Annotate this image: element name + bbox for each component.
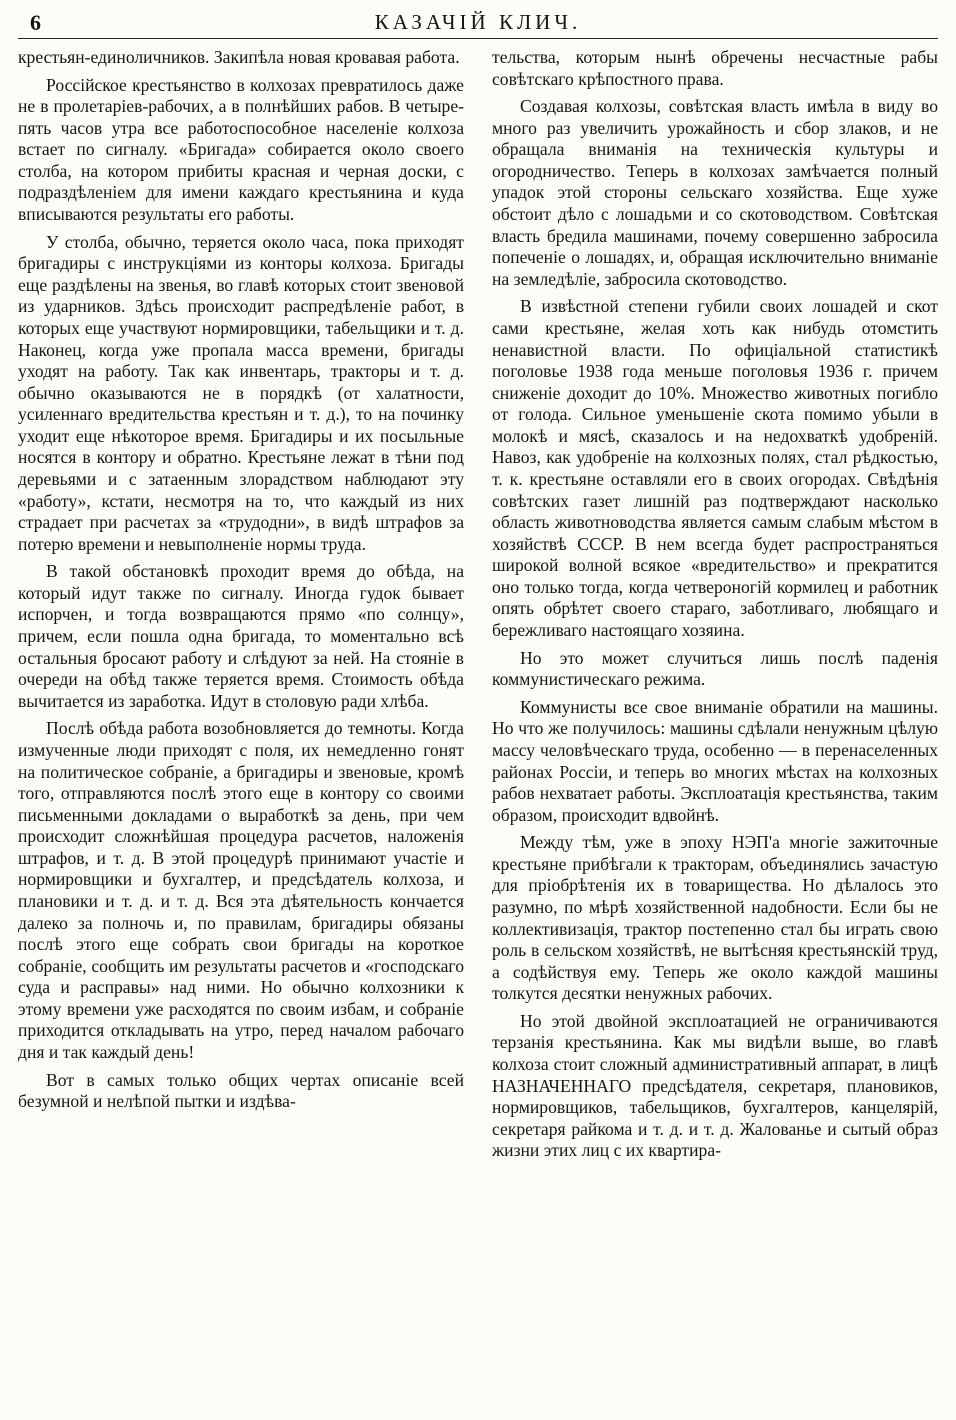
paragraph: Вот в самых только общих чертах описаніе всей безумной и нелѣпой пытки и издѣва- [18, 1069, 464, 1112]
right-column [492, 47, 938, 1168]
paragraph: В такой обстановкѣ проходит время до обѣда, на который идут также по сигналу. Иногда гудок бывает испорчен, и тогда возвращаются прямо «по солнцу», причем, если пошла одна бригада, то моментально всѣ остальныя бросают работу и слѣдуют за ней. На стояніе в очереди на обѣд также теряется время. Стоимость обѣда вычитается из заработка. Идут в столовую ради хлѣба. [18, 561, 464, 711]
page-number: 6 [30, 10, 41, 35]
paragraph: У столба, обычно, теряется около часа, пока приходят бригадиры с инструкціями из конторы колхоза. Бригады еще раздѣлены на звенья, во главѣ которых стоит звеновой из ударников. Здѣсь происходит распредѣленіе работ, в которых еще участвуют нормировщики, табельщики и т. д. Наконец, когда уже пропала масса времени, бригады уходят на работу. Так как инвентарь, тракторы и т. д. обычно оказываются не в порядкѣ (от халатности, усиленнаго вредительства крестьян и т. д.), то на починку уходит еще нѣкоторое время. Бригадиры и их посыльные носятся в контору и обратно. Крестьяне лежат в тѣни под деревьями и с затаенным злорадством наблюдают эту «работу», кстати, несмотря на то, что каждый из них страдает при расчетах за «трудодни», в видѣ штрафов за потерю времени и невыполненіе нормы труда. [18, 231, 464, 554]
page-header [18, 8, 938, 39]
paragraph: Россійское крестьянство в колхозах превратилось даже не в пролетаріев-рабочих, а в полнѣйших рабов. В четыре-пять часов утра все работоспособное населеніе колхоза встает по сигналу. «Бригада» собирается около своего столба, на котором прибиты красная и черная доски, с подраздѣленіем для имени каждаго крестьянина и куда вписываются результаты его работы. [18, 74, 464, 225]
paragraph: Коммунисты все свое вниманіе обратили на машины. Но что же получилось: машины сдѣлали ненужным цѣлую массу человѣческаго труда, особенно — в перенаселенных районах Россіи, и теперь во многих мѣстах на колхозных рабов нехватает работы. Эксплоатація крестьянства, таким образом, происходит вдвойнѣ. [492, 696, 938, 825]
paragraph: Послѣ обѣда работа возобновляется до темноты. Когда измученные люди приходят с поля, их немедленно гонят на политическое собраніе, а бригадиры и звеновые, кромѣ того, отправляются послѣ этого еще в контору со своими письменными докладами о выработкѣ за день, при чем происходит сложнѣйшая процедура расчетов, наложенія штрафов, и т. д. В этой процедурѣ принимают участіе и нормировщики и бухгалтер, и предсѣдатель колхоза, и плановики и т. д. и т. д. Вся эта дѣятельность кончается далеко за полночь и, по правилам, бригадиры обязаны послѣ этого еще собрать свои бригады на короткое собраніе, сообщить им результаты расчетов и «господскаго суда и расправы» над ними. Но обычно колхозники к этому времени уже расходятся по своим избам, и собраніе приходится откладывать на утро, перед началом рабочаго дня и так каждый день! [18, 718, 464, 1063]
paragraph: Создавая колхозы, совѣтская власть имѣла в виду во много раз увеличить урожайность и сбор злаков, и не обращала вниманія на техническія культуры и огородничество. Теперь в колхозах замѣчается полный упадок этой стороны сельскаго хозяйства. Еще хуже обстоит дѣло с лошадьми и со скотоводством. Совѣтская власть бредила машинами, почему совершенно забросила попеченіе о лошадях, и, обращая исключительно вниманіе на земледѣліе, забросила скотоводство. [492, 96, 938, 289]
paragraph: Но это может случиться лишь послѣ паденія коммунистическаго режима. [492, 647, 938, 690]
left-column [18, 47, 464, 1168]
paragraph: Между тѣм, уже в эпоху НЭП'а многіе зажиточные крестьяне прибѣгали к тракторам, объединялись зачастую для пріобрѣтенія их в товарищества. Но дѣлалось это разумно, по мѣрѣ хозяйственной надобности. Если бы не коллективизація, трактор постепенно стал бы играть свою роль в сельском хозяйствѣ, не вытѣсняя крестьянскій труд, а содѣйствуя ему. Теперь же около каждой машины толкутся десятки ненужных рабочих. [492, 832, 938, 1004]
paragraph: крестьян-единоличников. Закипѣла новая кровавая работа. [18, 47, 460, 67]
article-columns [18, 47, 938, 1168]
paragraph: тельства, которым нынѣ обречены несчастные рабы совѣтскаго крѣпостного права. [492, 47, 938, 89]
paragraph: Но этой двойной эксплоатацией не ограничиваются терзанія крестьянина. Как мы видѣли выше, во главѣ колхоза стоит сложный административный аппарат, в лицѣ НАЗНАЧЕННАГО предсѣдателя, секретаря, плановиков, нормировщиков, табельщиков, бухгалтеров, канцелярій, секретаря райкома и т. д. и т. д. Жалованье и сытый образ жизни этих лиц с их квартира- [492, 1010, 938, 1161]
paragraph: В извѣстной степени губили своих лошадей и скот сами крестьяне, желая хоть как нибудь отомстить ненавистной власти. По офиціальной статистикѣ поголовье 1938 года меньше поголовья 1936 г. причем сниженіе доходит до 10%. Множество животных погибло от голода. Сильное уменьшеніе скота помимо убыли в молокѣ и мясѣ, сказалось и на недохваткѣ удобреній. Навоз, как удобреніе на колхозных полях, стал рѣдкостью, т. к. крестьяне оставляли его в своих огородах. Свѣдѣнія совѣтских газет лишній раз подтверждают насколько область животноводства является самым слабым мѣстом в хозяйствѣ СССР. В нем всегда будет распространяться широкой волной всякое «вредительство» и прекратится оно только тогда, когда четвероногій кормилец и работник опять обрѣтет своего стараго, заботливаго, любящаго и бережливаго настоящаго хозяина. [492, 296, 938, 641]
masthead-title: КАЗАЧІЙ КЛИЧ. [374, 10, 582, 34]
